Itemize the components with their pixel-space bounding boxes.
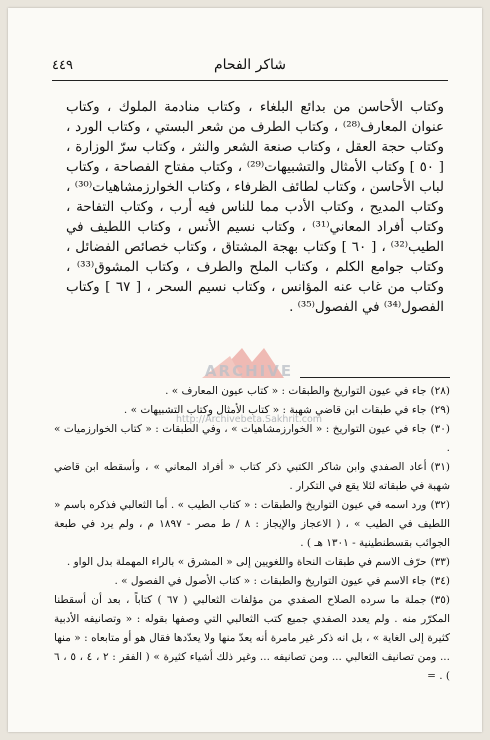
footnote-text: جاء في طبقات ابن قاضي شهبة : « كتاب الأمثال وكتاب التشبيهات » .: [123, 404, 427, 416]
footnote-text: جاء الاسم في عيون التواريخ والطبقات : « كتاب الأصول في الفصول » .: [114, 575, 427, 587]
footnote-text: جاء في عيون التواريخ والطبقات : « كتاب عيون المعارف » .: [165, 385, 427, 397]
watermark-text: ARCHIVE: [204, 362, 294, 380]
footnote-number: (٣٣): [430, 556, 450, 568]
footnote-text: جملة ما سرده الصلاح الصفدي من مؤلفات الثعالبي ( ٦٧ ) كتاباً ، بعد أن أسقطنا المكرّر منه . ولم يعدد الصفدي جميع كتب الثعالبي التي وصفها بقوله : « وتصانيفه الأدبية كثيرة إلى الغاية » ، بل انه ذكر غير مامرة أنه يعدّ منها ولا يعدّدها فقال هو أو متابعاه : « منها ... ومن تصانيف الثعالبي ... ومن تصانيفه ... وغير ذلك أشياء كثيرة » ( الفقر : ٢ ، ٤ ، ٥ ، ٦ ) . =: [54, 594, 450, 682]
footnote-number: (٣٢): [430, 499, 450, 511]
footnote-number: (٢٨): [430, 385, 450, 397]
watermark-url: http://Archivebeta.Sakhrit.com: [175, 414, 323, 425]
footnote-text: ورد اسمه في عيون التواريخ والطبقات : « كتاب الطيب » . أما الثعالبي فذكره باسم « اللطيف في الطيب » ، ( الاعجاز والإيجاز : ٨ / ط مصر - ١٨٩٧ م ، ولم يرد في طبعة الجوائب بقسطنطينية - ١٣٠١ هـ ) .: [54, 499, 450, 549]
footnote: [54, 496, 450, 553]
book-page: [8, 8, 482, 732]
footnote: [54, 420, 450, 458]
page-number: ٤٤٩: [52, 58, 73, 73]
main-text-block: [66, 98, 444, 318]
footnote-text: حرّف الاسم في طبقات النحاة واللغويين إلى « المشرق » بالراء المهملة بدل الواو .: [66, 556, 427, 568]
footnote-text: أعاد الصفدي وابن شاكر الكتبي ذكر كتاب « أفراد المعاني » ، وأسقطه ابن قاضي شهبة في طبقاته لئلا يقع في التكرار .: [54, 461, 450, 492]
footnote: [54, 553, 450, 572]
footnote-number: (٣٥): [430, 594, 450, 606]
footnote: [54, 572, 450, 591]
footnote-text: جاء في عيون التواريخ : « الخوارزمشاهيات » ، وفي الطبقات : « كتاب الخوارزميات » .: [54, 423, 450, 454]
footnotes-block: [54, 382, 450, 686]
footnote: [54, 382, 450, 401]
page-content: [8, 8, 482, 732]
page-header: [52, 52, 448, 81]
footnote: [54, 458, 450, 496]
main-paragraph: وكتاب الأحاسن من بدائع البلغاء ، وكتاب منادمة الملوك ، وكتاب عنوان المعارف⁽²⁸⁾ ، وكتاب الطرف من شعر البستي ، وكتاب الورد ، وكتاب حجة العقل ، وكتاب صنعة الشعر والنثر ، وكتاب سرّ الوزارة ، [ ٥٠ ] وكتاب الأمثال والتشبيهات⁽²⁹⁾ ، وكتاب مفتاح الفصاحة ، وكتاب لباب الأحاسن ، وكتاب لطائف الظرفاء ، وكتاب الخوارزمشاهيات⁽³⁰⁾ ، وكتاب المديح ، وكتاب الأدب مما للناس فيه أرب ، وكتاب التفاحة ، وكتاب أفراد المعاني⁽³¹⁾ ، وكتاب نسيم الأنس ، وكتاب اللطيف في الطيب⁽³²⁾ ، [ ٦٠ ] وكتاب بهجة المشتاق ، وكتاب خصائص الفضائل ، وكتاب جوامع الكلم ، وكتاب الملح والطرف ، وكتاب المشوق⁽³³⁾ ، وكتاب من غاب عنه المؤانس ، وكتاب نسيم السحر ، [ ٦٧ ] وكتاب الفصول⁽³⁴⁾ في الفصول⁽³⁵⁾ .: [66, 100, 445, 315]
footnote: [54, 591, 450, 686]
footnote: [54, 401, 450, 420]
footnote-separator: [300, 377, 450, 378]
running-header-title: شاكر الفحام: [213, 57, 287, 73]
footnote-number: (٢٩): [430, 404, 450, 416]
footnote-number: (٣٠): [430, 423, 450, 435]
footnote-number: (٣٤): [430, 575, 450, 587]
footnote-number: (٣١): [430, 461, 450, 473]
